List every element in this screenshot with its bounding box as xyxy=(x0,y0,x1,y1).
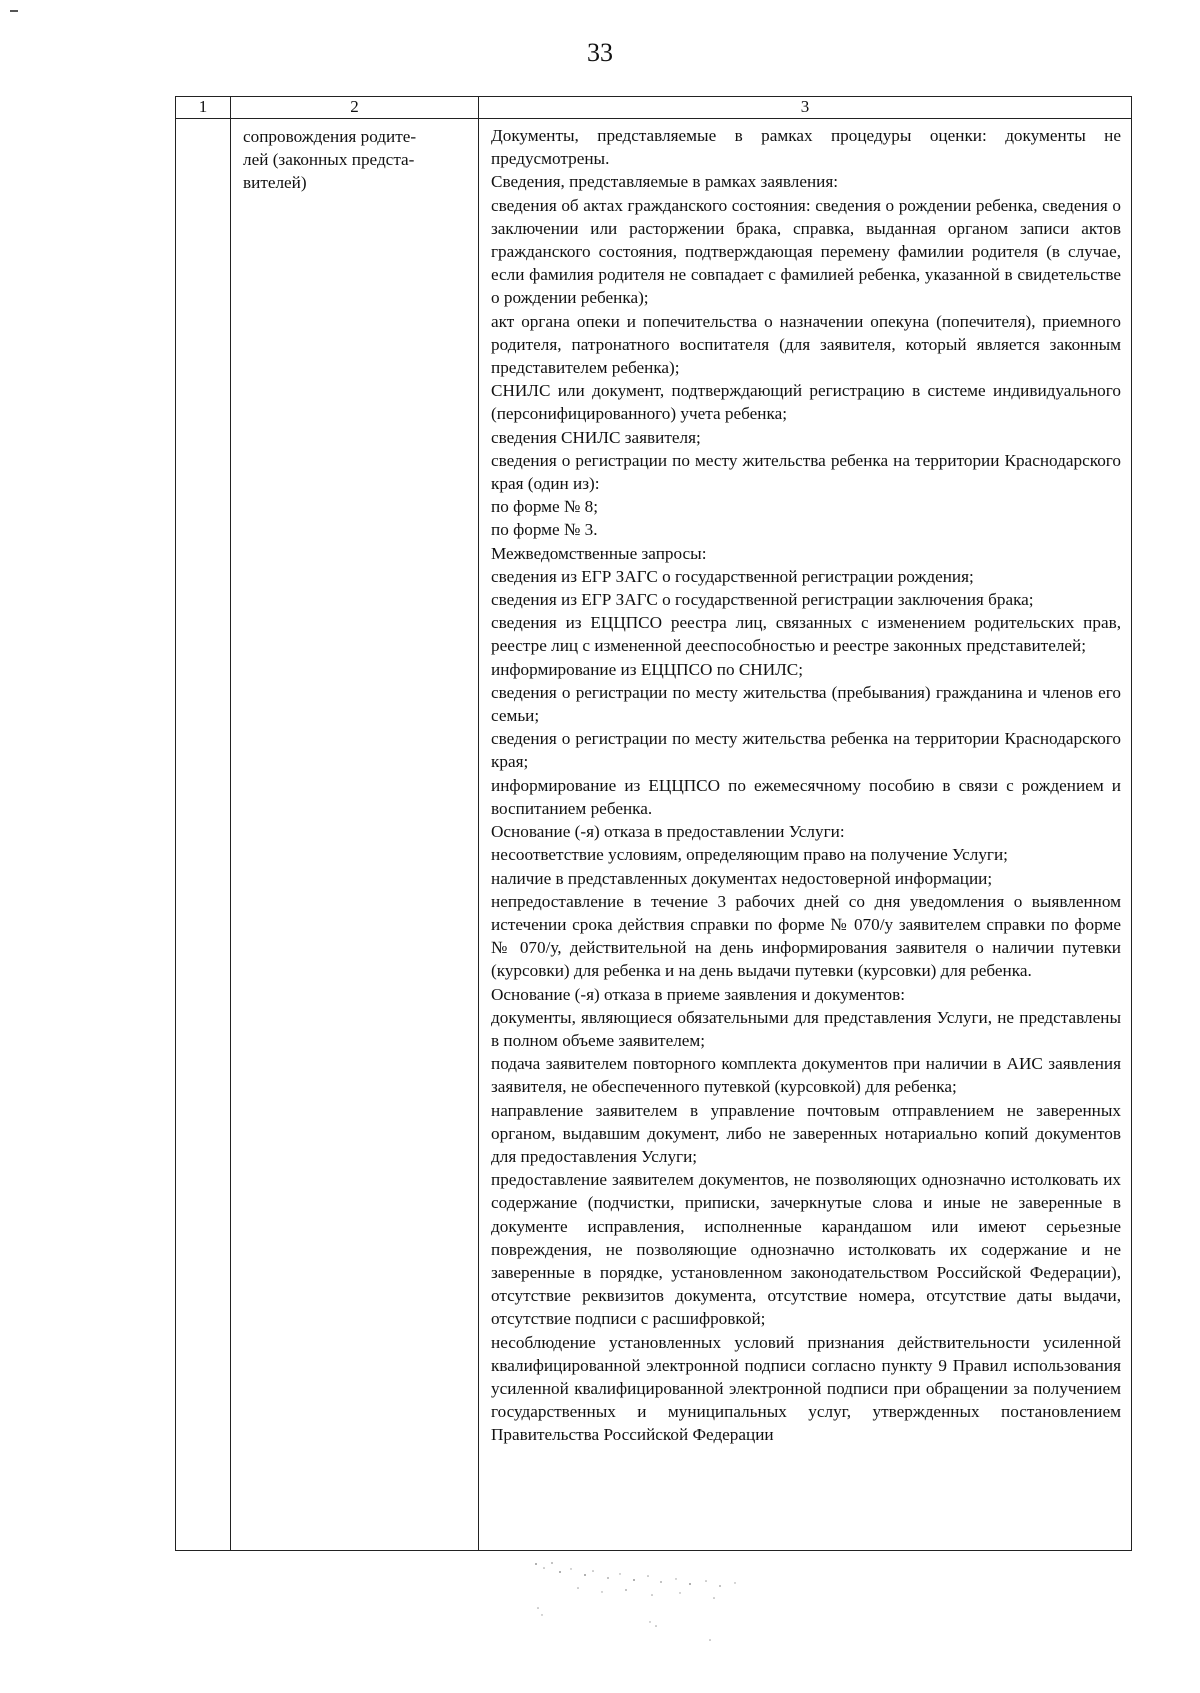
cell-service-name xyxy=(231,119,479,1551)
description-paragraph: сведения СНИЛС заявителя; xyxy=(491,427,701,447)
description-paragraph: сведения об актах гражданского состояния: сведения о рождении ребенка, сведения о заключении или расторжении брака, справка, выданная органом записи актов гражданского состояния, подтверждающая перемену фамилии родителя (в случае, если фамилия родителя не совпадает с фамилией ребенка, указанной в свидетельстве о рождении ребенка); xyxy=(491,195,1121,308)
description-paragraph: сведения из ЕЦЦПСО реестра лиц, связанных с изменением родительских прав, реестре лиц с измененной дееспособностью и реестре законных представителей; xyxy=(491,613,1121,656)
service-name-line: лей (законных предста- xyxy=(243,150,415,170)
page-number: 33 xyxy=(587,38,613,67)
description-paragraph: СНИЛС или документ, подтверждающий регистрацию в системе индивидуального (персонифицированного) учета ребенка; xyxy=(491,381,1121,424)
description-paragraph: Сведения, представляемые в рамках заявления: xyxy=(491,172,839,192)
description-paragraph: несоответствие условиям, определяющим право на получение Услуги; xyxy=(491,845,1008,865)
service-details-table xyxy=(175,96,1132,1551)
scan-margin-mark xyxy=(10,10,18,12)
description-paragraph: подача заявителем повторного комплекта документов при наличии в АИС заявления заявителя, не обеспеченного путевкой (курсовкой) для ребенка; xyxy=(491,1054,1121,1097)
description-paragraph: информирование из ЕЦЦПСО по СНИЛС; xyxy=(491,659,804,679)
description-paragraph: непредоставление в течение 3 рабочих дней со дня уведомления о выявленном истечении срока действия справки по форме № 070/у заявителем справки по форме № 070/у, действительной на день информирования заявителя о наличии путевки (курсовки) для ребенка и на день выдачи путевки (курсовки) для ребенка. xyxy=(491,891,1121,981)
description-paragraph: акт органа опеки и попечительства о назначении опекуна (попечителя), приемного родителя, патронатного воспитателя (для заявителя, который является законным представителем ребенка); xyxy=(491,311,1121,378)
description-paragraph: несоблюдение установленных условий признания действительности усиленной квалифицированной электронной подписи согласно пункту 9 Правил использования усиленной квалифицированной электронной подписи при обращении за получением государственных и муниципальных услуг, утвержденных постановлением Правительства Российской Федерации xyxy=(491,1332,1121,1445)
table-header-row xyxy=(176,97,1132,119)
description-paragraph: по форме № 3. xyxy=(491,520,598,540)
description-paragraph: наличие в представленных документах недостоверной информации; xyxy=(491,868,993,888)
description-paragraph: сведения о регистрации по месту жительства ребенка на территории Краснодарского края; xyxy=(491,729,1121,772)
description-paragraph: информирование из ЕЦЦПСО по ежемесячному пособию в связи с рождением и воспитанием ребенка. xyxy=(491,775,1121,818)
description-paragraph: сведения о регистрации по месту жительства ребенка на территории Краснодарского края (один из): xyxy=(491,450,1121,494)
description-paragraph: документы, являющиеся обязательными для представления Услуги, не представлены в полном объеме заявителем; xyxy=(491,1007,1121,1050)
service-name-line: вителей) xyxy=(243,173,307,193)
header-col-1: 1 xyxy=(176,97,231,119)
description-paragraph: Межведомственные запросы: xyxy=(491,543,707,563)
scan-artifact-dots xyxy=(530,1560,770,1650)
cell-description xyxy=(479,119,1132,1551)
description-paragraph: сведения из ЕГР ЗАГС о государственной регистрации заключения брака; xyxy=(491,590,1034,610)
header-col-3: 3 xyxy=(479,97,1132,119)
description-paragraph: сведения из ЕГР ЗАГС о государственной регистрации рождения; xyxy=(491,566,974,586)
description-paragraph: направление заявителем в управление почтовым отправлением не заверенных органом, выдавшим документ, либо не заверенных нотариально копий документов для предоставления Услуги; xyxy=(491,1100,1121,1166)
description-paragraph: по форме № 8; xyxy=(491,497,599,517)
service-name-line: сопровождения родите- xyxy=(243,127,417,146)
description-paragraph: сведения о регистрации по месту жительства (пребывания) гражданина и членов его семьи; xyxy=(491,682,1121,726)
description-paragraph: Основание (-я) отказа в приеме заявления и документов: xyxy=(491,984,905,1004)
header-col-2: 2 xyxy=(231,97,479,119)
description-paragraph: Основание (-я) отказа в предоставлении Услуги: xyxy=(491,822,845,842)
description-paragraph: Документы, представляемые в рамках процедуры оценки: документы не предусмотрены. xyxy=(491,126,1121,169)
table-row xyxy=(176,119,1132,1551)
cell-number xyxy=(176,119,231,1551)
description-paragraph: предоставление заявителем документов, не позволяющих однозначно истолковать их содержание (подчистки, приписки, зачеркнутые слова и иные не заверенные в документе исправления, исполненные карандашом или имеют серьезные повреждения, не позволяющие однозначно истолковать их содержание и не заверенные в порядке, установленном законодательством Российской Федерации), отсутствие реквизитов документа, отсутствие номера, отсутствие даты выдачи, отсутствие подписи с расшифровкой; xyxy=(491,1170,1121,1329)
